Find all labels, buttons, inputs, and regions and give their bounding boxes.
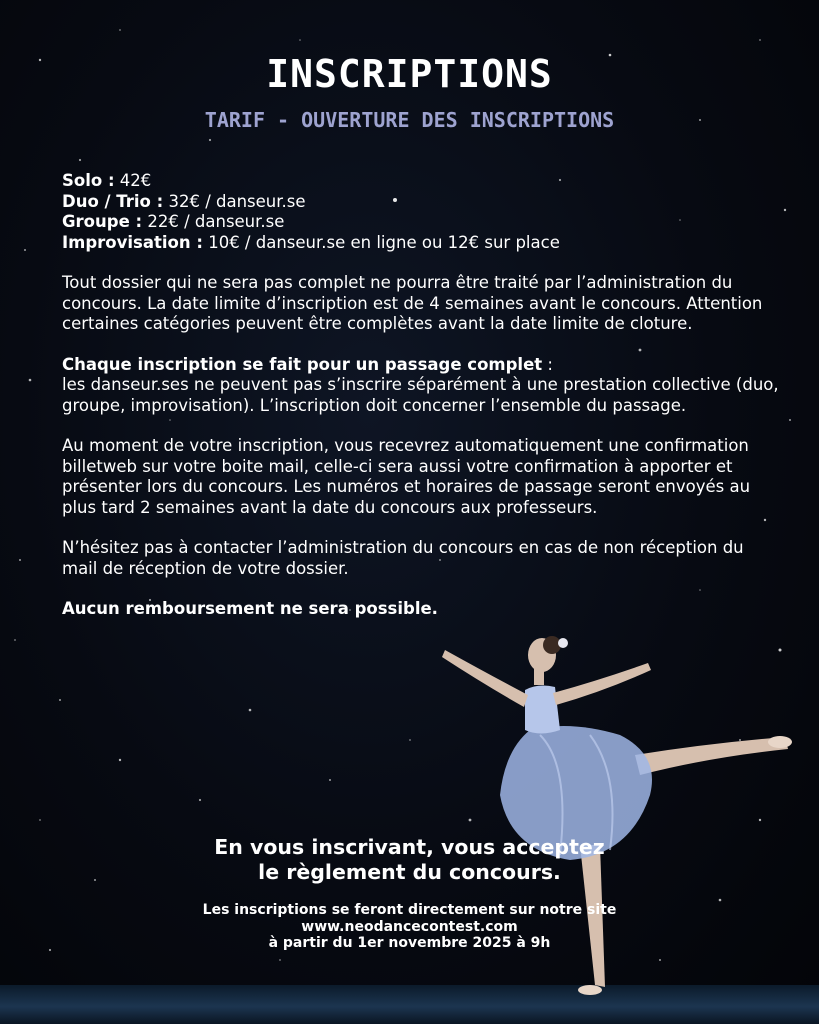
- page-subtitle: TARIF - OUVERTURE DES INSCRIPTIONS: [204, 108, 615, 132]
- footer-main: [0, 835, 819, 885]
- tarif-label-solo: Solo :: [62, 171, 115, 190]
- paragraph-contact: N’hésitez pas à contacter l’administration du concours en cas de non réception du mail de réception de votre dossier.: [62, 538, 744, 578]
- footer-sub: [0, 902, 819, 952]
- footer-line2: le règlement du concours.: [258, 860, 561, 884]
- footer-sub-line3: à partir du 1er novembre 2025 à 9h: [268, 935, 551, 951]
- tarif-label-duo: Duo / Trio :: [62, 191, 164, 211]
- footer-line1: En vous inscrivant, vous acceptez: [214, 835, 605, 859]
- tarif-value-groupe: 22€ / danseur.se: [142, 212, 285, 231]
- tarif-list: [62, 171, 782, 253]
- tarif-value-duo: 32€ / danseur.se: [163, 191, 306, 211]
- passage-heading: Chaque inscription se fait pour un passage complet: [62, 354, 543, 374]
- body-text: [62, 171, 782, 640]
- tarif-value-solo: 42€: [114, 171, 152, 190]
- paragraph-confirmation: Au moment de votre inscription, vous recevrez automatiquement une confirmation billetweb sur votre boite mail, celle-ci sera aussi votre confirmation à apporter et présenter lors du concours. Les numéros et horaires de passage seront envoyés au plus tard 2 semaines avant la date du concours aux professeurs.: [62, 436, 751, 517]
- page-title: INSCRIPTIONS: [266, 52, 553, 96]
- passage-colon: :: [542, 354, 553, 374]
- paragraph-dossier: Tout dossier qui ne sera pas complet ne pourra être traité par l’administration du concours. La date limite d’inscription est de 4 semaines avant le concours. Attention certaines catégories peuvent être complètes avant la date limite de cloture.: [62, 273, 763, 333]
- passage-text: les danseur.ses ne peuvent pas s’inscrire séparément à une prestation collective (duo, groupe, improvisation). L’inscription doit concerner l’ensemble du passage.: [62, 375, 779, 415]
- website-link[interactable]: www.neodancecontest.com: [301, 918, 518, 935]
- tarif-label-improvisation: Improvisation :: [62, 232, 203, 252]
- paragraph-passage: [62, 355, 782, 417]
- no-refund-notice: Aucun remboursement ne sera possible.: [62, 599, 438, 618]
- footer-sub-line1: Les inscriptions se feront directement sur notre site: [202, 902, 617, 918]
- tarif-value-improvisation: 10€ / danseur.se en ligne ou 12€ sur place: [202, 232, 560, 252]
- tarif-label-groupe: Groupe :: [62, 212, 143, 231]
